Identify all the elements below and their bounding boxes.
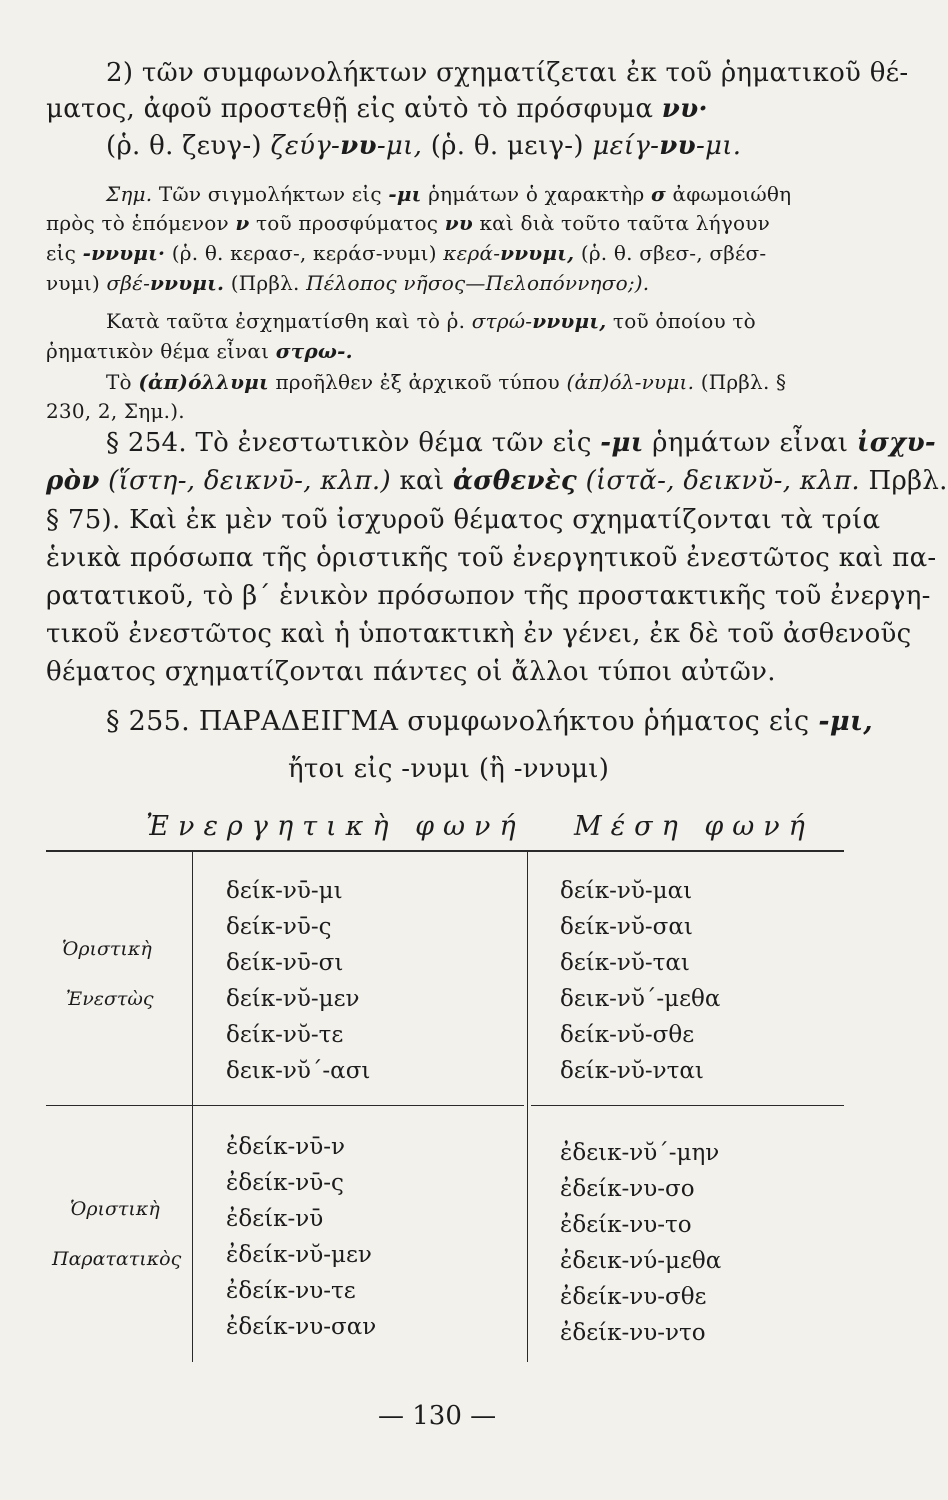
page-number: — 130 — bbox=[378, 1401, 497, 1431]
g2-active-6: ἐδείκ-νυ-σαν bbox=[226, 1314, 377, 1340]
row-label-tense-2: Παρατατικὸς bbox=[52, 1248, 182, 1270]
t: § 255. ΠΑΡΑΔΕΙΓΜΑ συμφωνολήκτου ῥήματος εἰς bbox=[106, 706, 819, 737]
para255-line1 bbox=[106, 708, 873, 735]
g1-active-4: δείκ-νῠ-μεν bbox=[226, 986, 360, 1012]
para254-line6: τικοῦ ἐνεστῶτος καὶ ἡ ὑποτακτικὴ ἐν γένει, ἐκ δὲ τοῦ ἀσθενοῦς bbox=[46, 619, 912, 649]
g2-middle-1: ἐδεικ-νῠ΄-μην bbox=[560, 1140, 720, 1166]
note-line5 bbox=[106, 311, 756, 331]
t: Τὸ bbox=[106, 370, 139, 394]
t: τοῦ ὁποίου τὸ bbox=[606, 309, 756, 333]
note-line6 bbox=[46, 341, 353, 361]
t: (ῥ. θ. ζευγ-) bbox=[106, 131, 271, 161]
t: ἀσθενὲς bbox=[452, 466, 578, 496]
t: (ῥ. θ. κερασ-, κεράσ-νυμι) bbox=[165, 241, 444, 265]
note-line4 bbox=[46, 273, 649, 293]
g1-middle-3: δείκ-νῠ-ται bbox=[560, 950, 690, 976]
g1-middle-2: δείκ-νῠ-σαι bbox=[560, 914, 693, 940]
t: ῥημάτων ὁ χαρακτὴρ bbox=[421, 182, 651, 206]
g2-middle-5: ἐδείκ-νυ-σθε bbox=[560, 1284, 707, 1310]
g2-active-1: ἐδείκ-νῡ-ν bbox=[226, 1134, 345, 1160]
g1-middle-4: δεικ-νῠ΄-μεθα bbox=[560, 986, 721, 1012]
t: ῥηματικὸν θέμα εἶναι bbox=[46, 339, 276, 363]
t: -μι bbox=[388, 182, 422, 206]
t: (ῥ. θ. σβεσ-, σβέσ- bbox=[574, 241, 767, 265]
g2-active-4: ἐδείκ-νῠ-μεν bbox=[226, 1242, 372, 1268]
t: ρὸν bbox=[46, 466, 100, 496]
t: Πρβλ. bbox=[859, 466, 948, 496]
t: προῆλθεν ἐξ ἀρχικοῦ τύπου bbox=[268, 370, 567, 394]
t: νυ bbox=[659, 131, 696, 161]
t: ννυμι. bbox=[150, 271, 225, 295]
para254-line7: θέματος σχηματίζονται πάντες οἱ ἄλλοι τύποι αὐτῶν. bbox=[46, 657, 776, 687]
t: Πέλοπος νῆσος—Πελοπόννησο;). bbox=[306, 271, 650, 295]
t: ννυμι, bbox=[500, 241, 575, 265]
t: Σημ. bbox=[106, 182, 153, 206]
t: ῥημάτων εἶναι bbox=[643, 428, 857, 458]
t: εἰς bbox=[46, 241, 83, 265]
t: σ bbox=[650, 182, 666, 206]
g1-middle-5: δείκ-νῠ-σθε bbox=[560, 1022, 695, 1048]
header-active-voice: Ἐνεργητικὴ φωνή bbox=[146, 811, 525, 842]
t: (Πρβλ. § bbox=[694, 370, 787, 394]
note-line3 bbox=[46, 243, 766, 263]
t: (ἵστη-, δεικνῡ-, κλπ.) bbox=[99, 466, 391, 496]
t: νυ bbox=[444, 211, 473, 235]
para1-line2 bbox=[46, 96, 708, 122]
t: ν bbox=[235, 211, 250, 235]
t: καὶ διὰ τοῦτο ταῦτα λήγουν bbox=[472, 211, 770, 235]
g2-active-3: ἐδείκ-νῡ bbox=[226, 1206, 324, 1232]
para1-line3 bbox=[106, 133, 741, 159]
row-label-mood-1: Ὁριστικὴ bbox=[62, 938, 152, 960]
t: (ῥ. θ. μειγ-) bbox=[422, 131, 593, 161]
t: στρω-. bbox=[275, 339, 353, 363]
g2-middle-3: ἐδείκ-νυ-το bbox=[560, 1212, 692, 1238]
g2-middle-4: ἐδεικ-νύ-μεθα bbox=[560, 1248, 722, 1274]
g2-active-5: ἐδείκ-νυ-τε bbox=[226, 1278, 356, 1304]
para254-line3: § 75). Καὶ ἐκ μὲν τοῦ ἰσχυροῦ θέματος σχηματίζονται τὰ τρία bbox=[46, 505, 881, 535]
g1-middle-6: δείκ-νῠ-νται bbox=[560, 1058, 704, 1084]
table-mid-rule-right bbox=[531, 1105, 844, 1106]
t: ἰσχυ- bbox=[856, 428, 937, 458]
table-col-divider-2 bbox=[527, 852, 528, 1362]
t: -μι, bbox=[818, 706, 874, 737]
note-line2 bbox=[46, 213, 770, 233]
t: νυ bbox=[340, 131, 377, 161]
t: (ἀπ)όλ-νυμι. bbox=[566, 370, 695, 394]
t: (ἀπ)όλλυμι bbox=[138, 370, 269, 394]
t: (Πρβλ. bbox=[224, 271, 307, 295]
g2-middle-6: ἐδείκ-νυ-ντο bbox=[560, 1320, 706, 1346]
t: σβέ- bbox=[106, 271, 151, 295]
t: -μι. bbox=[695, 131, 742, 161]
row-label-mood-2: Ὁριστικὴ bbox=[70, 1198, 160, 1220]
t: μείγ- bbox=[592, 131, 660, 161]
para254-line2 bbox=[46, 468, 948, 494]
t: τοῦ προσφύματος bbox=[249, 211, 445, 235]
para254-line5: ρατατικοῦ, τὸ β΄ ἑνικὸν πρόσωπον τῆς προστακτικῆς τοῦ ἐνεργη- bbox=[46, 581, 931, 611]
t: κερά- bbox=[443, 241, 501, 265]
table-top-rule bbox=[46, 850, 844, 852]
t: ννυμι, bbox=[532, 309, 607, 333]
table-mid-rule-left bbox=[46, 1105, 524, 1106]
t: -ννυμι· bbox=[82, 241, 166, 265]
header-middle-voice: Μέση φωνή bbox=[574, 811, 814, 842]
g1-active-1: δείκ-νῡ-μι bbox=[226, 878, 343, 904]
para255-line2: ἤτοι εἰς -νυμι (ἢ -ννυμι) bbox=[288, 754, 610, 784]
para1-line2-text: ματος, ἀφοῦ προστεθῇ εἰς αὐτὸ τὸ πρόσφυμα bbox=[46, 94, 662, 124]
g1-active-6: δεικ-νῠ΄-ασι bbox=[226, 1058, 371, 1084]
t: στρώ- bbox=[471, 309, 533, 333]
t: Τῶν σιγμολήκτων εἰς bbox=[152, 182, 389, 206]
t: § 254. Τὸ ἐνεστωτικὸν θέμα τῶν εἰς bbox=[106, 428, 601, 458]
g1-active-5: δείκ-νῠ-τε bbox=[226, 1022, 344, 1048]
g1-middle-1: δείκ-νῠ-μαι bbox=[560, 878, 693, 904]
note-line8: 230, 2, Σημ.). bbox=[46, 399, 185, 423]
t: ζεύγ- bbox=[270, 131, 341, 161]
row-label-tense-1: Ἐνεστὼς bbox=[66, 988, 154, 1010]
g2-active-2: ἐδείκ-νῡ-ς bbox=[226, 1170, 344, 1196]
para1-line2-bold: νυ· bbox=[661, 94, 708, 124]
t: πρὸς τὸ ἑπόμενον bbox=[46, 211, 236, 235]
t: -μι, bbox=[376, 131, 423, 161]
para1-line1: 2) τῶν συμφωνολήκτων σχηματίζεται ἐκ τοῦ ῥηματικοῦ θέ- bbox=[106, 58, 909, 88]
table-col-divider-1 bbox=[192, 852, 193, 1362]
para254-line1 bbox=[106, 430, 936, 456]
t: νυμι) bbox=[46, 271, 107, 295]
t: Κατὰ ταῦτα ἐσχηματίσθη καὶ τὸ ῥ. bbox=[106, 309, 472, 333]
note-line7 bbox=[106, 372, 786, 392]
g2-middle-2: ἐδείκ-νυ-σο bbox=[560, 1176, 695, 1202]
g1-active-3: δείκ-νῡ-σι bbox=[226, 950, 344, 976]
para254-line4: ἑνικὰ πρόσωπα τῆς ὁριστικῆς τοῦ ἐνεργητικοῦ ἐνεστῶτος καὶ πα- bbox=[46, 543, 937, 573]
t: -μι bbox=[600, 428, 644, 458]
note-line1 bbox=[106, 184, 791, 204]
t: ἀφωμοιώθη bbox=[665, 182, 792, 206]
t: καὶ bbox=[390, 466, 453, 496]
t: (ἱστᾰ-, δεικνῠ-, κλπ. bbox=[577, 466, 860, 496]
g1-active-2: δείκ-νῡ-ς bbox=[226, 914, 332, 940]
